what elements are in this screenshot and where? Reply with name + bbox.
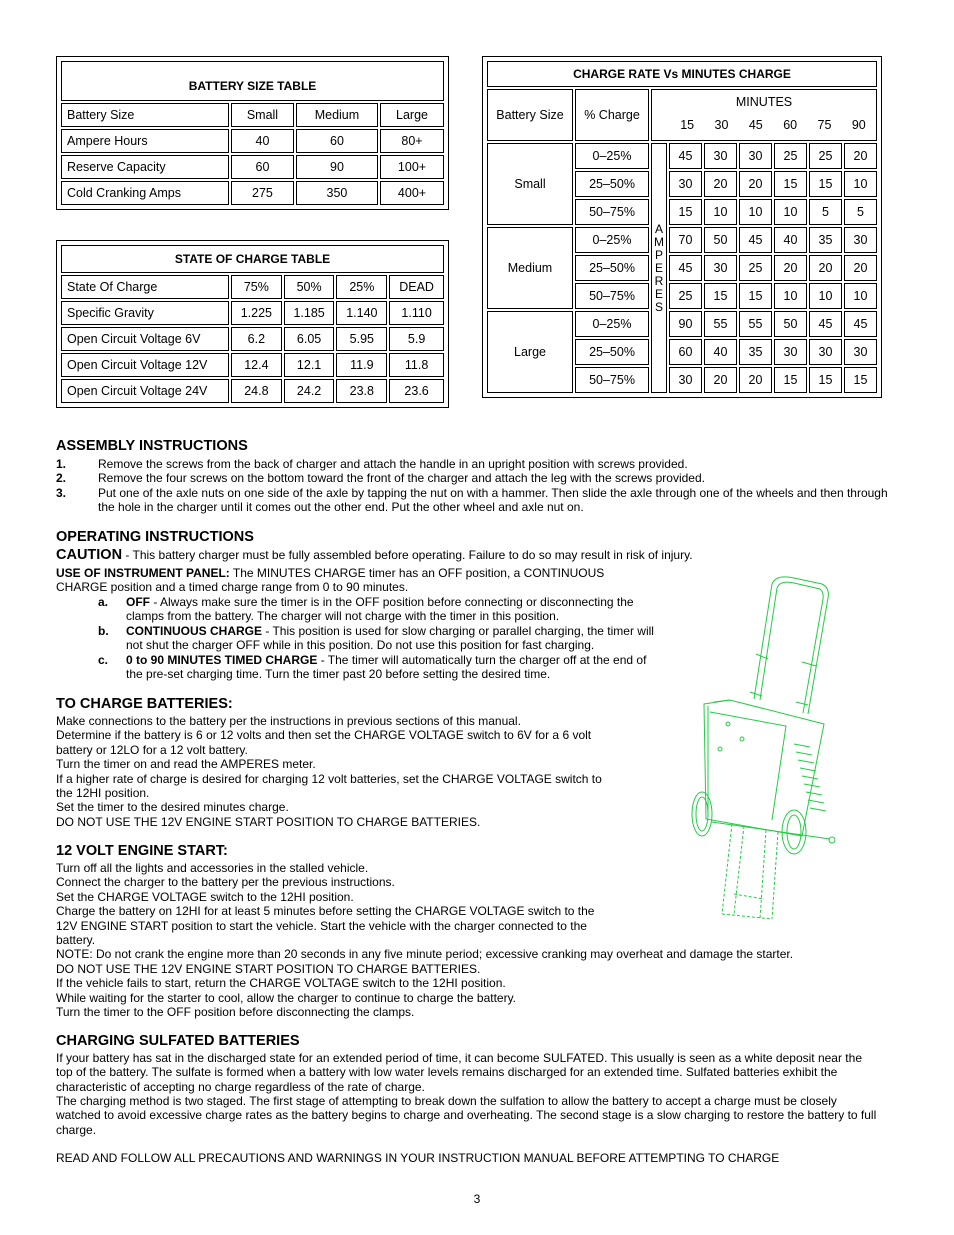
vent-line xyxy=(806,792,822,795)
to-charge-title: TO CHARGE BATTERIES: xyxy=(56,696,233,712)
panel-knob xyxy=(740,737,744,741)
cabinet-panel xyxy=(710,712,786,820)
table-cell: 90 xyxy=(296,155,378,179)
panel-knob xyxy=(726,722,730,726)
table-cell: 15 xyxy=(704,283,737,309)
table-header-cell: Battery Size xyxy=(487,89,573,141)
vent-line xyxy=(802,776,818,779)
table-cell: 5.95 xyxy=(336,327,387,351)
table-row xyxy=(487,311,877,337)
caution-label: CAUTION xyxy=(56,547,123,563)
sulfated-title: CHARGING SULFATED BATTERIES xyxy=(56,1033,300,1049)
table-cell: 100+ xyxy=(380,155,444,179)
amperes-label: A M P E R E S xyxy=(651,143,667,393)
table-cell: 60 xyxy=(296,129,378,153)
table-cell: 11.8 xyxy=(389,353,444,377)
table-cell: 30 xyxy=(739,143,772,169)
table-cell: 50 xyxy=(704,227,737,253)
table-cell: 15 xyxy=(774,367,807,393)
table-row xyxy=(487,143,877,169)
table-cell: 30 xyxy=(669,171,702,197)
table-cell: 15 xyxy=(809,367,842,393)
table-cell: 275 xyxy=(231,181,294,205)
table-header-cell: Medium xyxy=(296,103,378,127)
percent-charge-cell: 25–50% xyxy=(575,171,649,197)
table-cell: 5.9 xyxy=(389,327,444,351)
table-header-cell: % Charge xyxy=(575,89,649,141)
table-cell: 24.8 xyxy=(231,379,282,403)
state-of-charge-table xyxy=(56,240,449,408)
vent-line xyxy=(796,752,812,755)
right-wheel-rim xyxy=(787,815,801,849)
table-cell: 70 xyxy=(669,227,702,253)
operating-title: OPERATING INSTRUCTIONS xyxy=(56,529,254,545)
table-cell: 25 xyxy=(774,143,807,169)
charge-rate-table-title: CHARGE RATE Vs MINUTES CHARGE xyxy=(487,61,877,87)
table-cell: 55 xyxy=(739,311,772,337)
vent-line xyxy=(798,760,814,763)
table-cell: 60 xyxy=(231,155,294,179)
percent-charge-cell: 50–75% xyxy=(575,367,649,393)
table-cell: 5 xyxy=(809,199,842,225)
battery-size-group: Medium xyxy=(487,227,573,309)
engine-start-paragraph: Turn off all the lights and accessories in the stalled vehicle. Connect the charger to the battery per the previous instructions. Set the CHARGE VOLTAGE switch to the 12HI position. Charge the battery on 12HI for at least 5 minutes before setting the CHARGE VOLTAGE switch to the 12V ENGINE START position to start the vehicle. Start the vehicle with the charger connected to the battery. NOTE: Do not crank the engine more than 20 seconds in any five minute period; excessive cranking may overheat and damage the starter. DO NOT USE THE 12V ENGINE START POSITION TO CHARGE BATTERIES. If the vehicle fails to start, return the CHARGE VOLTAGE switch to the 12HI position. While waiting for the starter to cool, allow the charger to continue to charge the battery. Turn the timer to the OFF position before disconnecting the clamps. xyxy=(56,861,794,1020)
cabinet-edge xyxy=(708,700,730,816)
state-of-charge-table-title: STATE OF CHARGE TABLE xyxy=(61,245,444,273)
table-cell: 30 xyxy=(809,339,842,365)
table-cell: 400+ xyxy=(380,181,444,205)
table-cell: 20 xyxy=(704,171,737,197)
table-row xyxy=(61,301,444,325)
table-cell: 10 xyxy=(844,283,877,309)
table-cell: 20 xyxy=(774,255,807,281)
battery-charger-illustration xyxy=(684,574,844,924)
table-header-cell: Small xyxy=(231,103,294,127)
table-cell: 45 xyxy=(844,311,877,337)
minutes-header xyxy=(651,89,877,141)
table-cell: 40 xyxy=(774,227,807,253)
battery-size-group: Large xyxy=(487,311,573,393)
table-cell: 35 xyxy=(739,339,772,365)
table-cell: 30 xyxy=(844,339,877,365)
table-cell: 80+ xyxy=(380,129,444,153)
table-cell: 55 xyxy=(704,311,737,337)
table-cell: Reserve Capacity xyxy=(61,155,229,179)
axle-nut xyxy=(829,837,835,843)
table-cell: 20 xyxy=(739,171,772,197)
battery-size-group: Small xyxy=(487,143,573,225)
table-cell: 30 xyxy=(704,143,737,169)
table-cell: Open Circuit Voltage 6V xyxy=(61,327,229,351)
table-cell: 20 xyxy=(844,143,877,169)
table-cell: 1.110 xyxy=(389,301,444,325)
cabinet-outline xyxy=(704,700,824,836)
minutes-value: 45 xyxy=(748,118,763,132)
table-cell: 10 xyxy=(774,199,807,225)
table-row xyxy=(487,89,877,141)
table-cell: 23.8 xyxy=(336,379,387,403)
table-header-cell: 75% xyxy=(231,275,282,299)
table-cell: 45 xyxy=(669,255,702,281)
left-wheel xyxy=(692,792,712,836)
table-cell: 1.225 xyxy=(231,301,282,325)
minutes-value: 15 xyxy=(680,118,695,132)
table-cell: 15 xyxy=(774,171,807,197)
vent-line xyxy=(794,744,810,747)
table-cell: 1.140 xyxy=(336,301,387,325)
minutes-value: 90 xyxy=(851,118,866,132)
table-row xyxy=(61,275,444,299)
table-header-cell: State Of Charge xyxy=(61,275,229,299)
percent-charge-cell: 0–25% xyxy=(575,227,649,253)
table-cell: 45 xyxy=(739,227,772,253)
table-cell: 12.4 xyxy=(231,353,282,377)
assembly-title: ASSEMBLY INSTRUCTIONS xyxy=(56,438,248,454)
table-cell: 90 xyxy=(669,311,702,337)
table-cell: Open Circuit Voltage 12V xyxy=(61,353,229,377)
table-row xyxy=(61,103,444,127)
table-cell: 45 xyxy=(669,143,702,169)
minutes-value: 60 xyxy=(783,118,798,132)
percent-charge-cell: 25–50% xyxy=(575,339,649,365)
table-cell: 60 xyxy=(669,339,702,365)
table-cell: 15 xyxy=(669,199,702,225)
table-cell: 20 xyxy=(739,367,772,393)
battery-size-table xyxy=(56,56,449,210)
table-row xyxy=(61,379,444,403)
table-header-cell: DEAD xyxy=(389,275,444,299)
table-cell: 10 xyxy=(739,199,772,225)
sulfated-paragraph-1: If your battery has sat in the discharged state for an extended period of time, it can become SULFATED. This usually is seen as a white deposit near the top of the battery. The sulfate is formed when a battery with low water levels remains discharged for an extended time. Sulfated batteries exhibit the characteristic of accepting no charge regardless of the rate of charge. xyxy=(56,1051,862,1094)
table-cell: 50 xyxy=(774,311,807,337)
table-row xyxy=(61,155,444,179)
table-row xyxy=(61,129,444,153)
handle-line xyxy=(754,577,828,714)
table-cell: Cold Cranking Amps xyxy=(61,181,229,205)
table-header-cell: 25% xyxy=(336,275,387,299)
table-cell: 5 xyxy=(844,199,877,225)
vent-line xyxy=(810,808,826,811)
table-cell: 10 xyxy=(704,199,737,225)
table-header-cell: Battery Size xyxy=(61,103,229,127)
table-cell: 15 xyxy=(809,171,842,197)
table-cell: 30 xyxy=(844,227,877,253)
table-cell: 10 xyxy=(844,171,877,197)
minutes-label: MINUTES xyxy=(735,95,793,109)
table-cell: 11.9 xyxy=(336,353,387,377)
table-cell: 15 xyxy=(739,283,772,309)
engine-start-title: 12 VOLT ENGINE START: xyxy=(56,843,228,859)
table-cell: 24.2 xyxy=(284,379,335,403)
table-cell: 6.05 xyxy=(284,327,335,351)
percent-charge-cell: 0–25% xyxy=(575,143,649,169)
table-cell: 35 xyxy=(809,227,842,253)
table-cell: 45 xyxy=(809,311,842,337)
battery-size-table-title: BATTERY SIZE TABLE xyxy=(61,61,444,101)
table-cell: 30 xyxy=(774,339,807,365)
minutes-value: 30 xyxy=(714,118,729,132)
percent-charge-cell: 25–50% xyxy=(575,255,649,281)
table-cell: 40 xyxy=(704,339,737,365)
final-warning: READ AND FOLLOW ALL PRECAUTIONS AND WARNINGS IN YOUR INSTRUCTION MANUAL BEFORE ATTEMPTING TO CHARGE xyxy=(56,1151,780,1165)
table-row xyxy=(61,327,444,351)
percent-charge-cell: 50–75% xyxy=(575,283,649,309)
table-cell: 15 xyxy=(844,367,877,393)
table-cell: 10 xyxy=(774,283,807,309)
instrument-panel-paragraph: USE OF INSTRUMENT PANEL: The MINUTES CHARGE timer has an OFF position, a CONTINUOUS CHARGE position and a timed charge range from 0 to 90 minutes. xyxy=(56,566,605,595)
percent-charge-cell: 0–25% xyxy=(575,311,649,337)
table-row xyxy=(61,353,444,377)
table-row xyxy=(487,227,877,253)
panel-knob xyxy=(718,747,722,751)
vent-line xyxy=(808,800,824,803)
vent-line xyxy=(800,768,816,771)
table-cell: 6.2 xyxy=(231,327,282,351)
table-cell: 25 xyxy=(739,255,772,281)
table-cell: 23.6 xyxy=(389,379,444,403)
axle-line xyxy=(712,822,830,839)
caution-paragraph: CAUTION - This battery charger must be fully assembled before operating. Failure to do so may result in risk of injury. xyxy=(56,547,693,563)
table-cell: Ampere Hours xyxy=(61,129,229,153)
table-cell: 25 xyxy=(669,283,702,309)
table-cell: 350 xyxy=(296,181,378,205)
to-charge-paragraph: Make connections to the battery per the instructions in previous sections of this manual. Determine if the battery is 6 or 12 volts and then set the CHARGE VOLTAGE switch to 6V for a 6 volt battery or 12LO for a 12 volt battery. Turn the timer on and read the AMPERES meter. If a higher rate of charge is desired for charging 12 volt batteries, set the CHARGE VOLTAGE switch to the 12HI position. Set the timer to the desired minutes charge. DO NOT USE THE 12V ENGINE START POSITION TO CHARGE BATTERIES. xyxy=(56,714,602,829)
table-cell: Specific Gravity xyxy=(61,301,229,325)
table-cell: 12.1 xyxy=(284,353,335,377)
sulfated-paragraph-2: The charging method is two staged. The first stage of attempting to break down the sulfation to allow the battery to accept a charge must be closely watched to avoid excessive charge rates as the battery begins to charge and overheating. The second stage is a slow charging to restore the battery to full charge. xyxy=(56,1094,877,1137)
table-cell: Open Circuit Voltage 24V xyxy=(61,379,229,403)
leg-line xyxy=(722,824,778,919)
table-cell: 10 xyxy=(809,283,842,309)
table-cell: 25 xyxy=(809,143,842,169)
table-cell: 20 xyxy=(704,367,737,393)
table-cell: 30 xyxy=(669,367,702,393)
table-header-cell: 50% xyxy=(284,275,335,299)
charge-rate-table xyxy=(482,56,882,398)
table-cell: 30 xyxy=(704,255,737,281)
table-cell: 20 xyxy=(809,255,842,281)
table-header-cell: Large xyxy=(380,103,444,127)
table-cell: 1.185 xyxy=(284,301,335,325)
table-cell: 20 xyxy=(844,255,877,281)
page-number: 3 xyxy=(473,1192,481,1206)
percent-charge-cell: 50–75% xyxy=(575,199,649,225)
minutes-value: 75 xyxy=(817,118,832,132)
table-row xyxy=(61,181,444,205)
table-cell: 40 xyxy=(231,129,294,153)
